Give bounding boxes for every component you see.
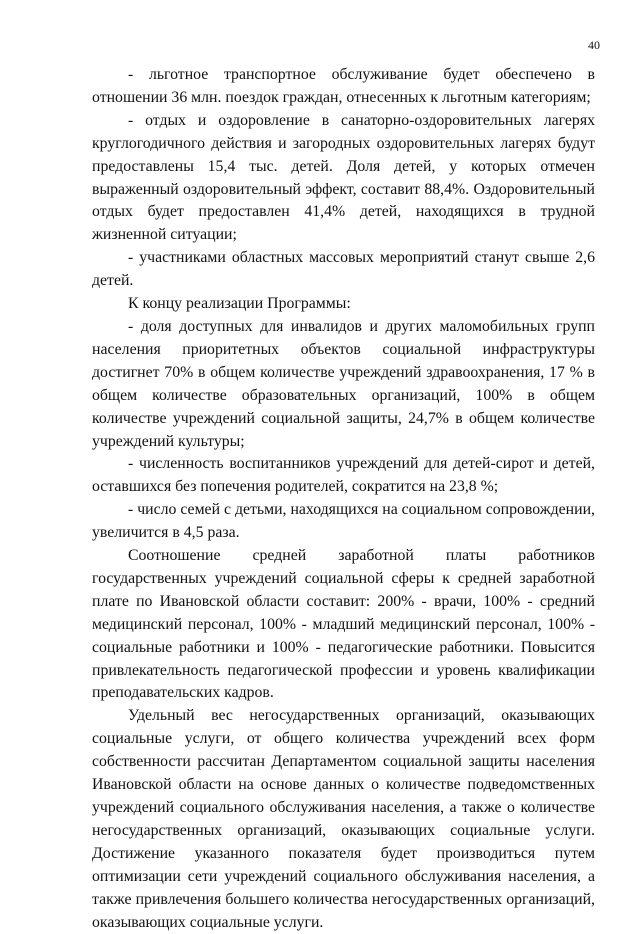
- paragraph-program-end-heading: К концу реализации Программы:: [128, 295, 351, 313]
- paragraph-non-state-organizations: Удельный вес негосударственных организаций, оказывающих социальные услуги, от общего количества учреждений всех форм собственности рассчитан Департаментом социальной защиты населения Ивановской области на основе данных о количестве подведомственных учреждений социального обслуживания населения, а также о количестве негосударственных организаций, оказывающих социальные услуги. Достижение указанного показателя будет производиться путем оптимизации сети учреждений социального обслуживания населения, а также привлечения большего количества негосударственных организаций, оказывающих социальные услуги.: [92, 707, 595, 931]
- paragraph-mass-events: - участниками областных массовых мероприятий станут свыше 2,6 детей.: [92, 249, 595, 290]
- paragraph-transport-service: - льготное транспортное обслуживание будет обеспечено в отношении 36 млн. поездок граждан, отнесенных к льготным категориям;: [92, 66, 595, 106]
- paragraph-salary-ratio: Соотношение средней заработной платы работников государственных учреждений социальной сферы к средней заработной плате по Ивановской области составит: 200% - врачи, 100% - средний медицинский персонал, 100% - младший медицинский персонал, 100% - социальные работники и 100% - педагогические работники. Повысится привлекательность педагогической профессии и уровень квалификации преподавательских кадров.: [92, 547, 595, 702]
- paragraph-orphans-count: - численность воспитанников учреждений для детей-сирот и детей, оставшихся без попечения родителей, сократится на 23,8 %;: [92, 455, 595, 496]
- page-number: 40: [588, 38, 600, 52]
- document-body: [92, 64, 595, 934]
- paragraph-recreation-camps: - отдых и оздоровление в санаторно-оздоровительных лагерях круглогодичного действия и загородных оздоровительных лагерях будут предоставлены 15,4 тыс. детей. Доля детей, у которых отмечен выраженный оздоровительный эффект, составит 88,4%. Оздоровительный отдых будет предоставлен 41,4% детей, находящихся в трудной жизненной ситуации;: [92, 111, 595, 244]
- paragraph-accessibility-share: - доля доступных для инвалидов и других маломобильных групп населения приоритетных объектов социальной инфраструктуры достигнет 70% в общем количестве учреждений здравоохранения, 17 % в общем количестве образовательных организаций, 100% в общем количестве учреждений социальной защиты, 24,7% в общем количестве учреждений культуры;: [92, 317, 595, 450]
- paragraph-family-support: - число семей с детьми, находящихся на социальном сопровождении, увеличится в 4,5 раза.: [92, 501, 595, 542]
